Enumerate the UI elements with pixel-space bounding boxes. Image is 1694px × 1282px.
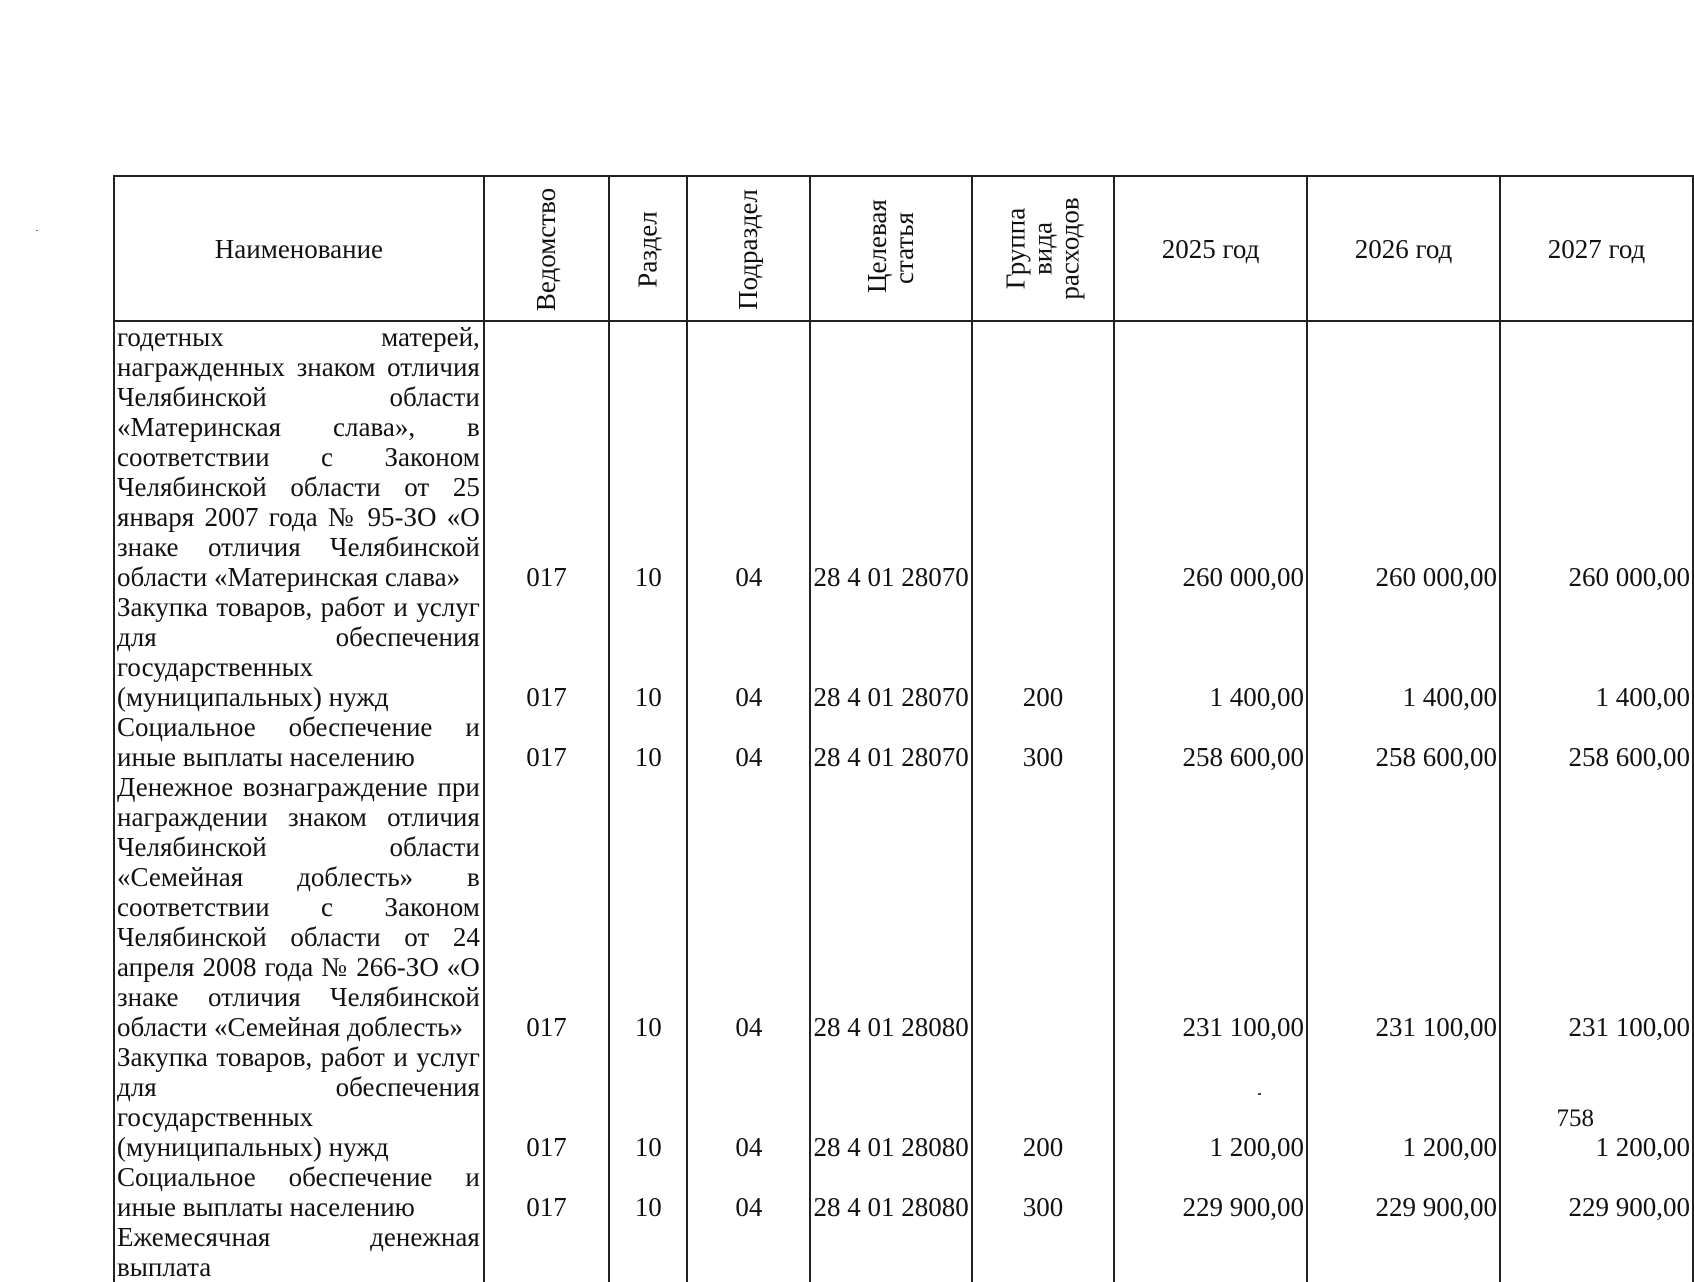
row-group [972, 321, 1114, 592]
row-podrazdel: 04 [687, 321, 810, 592]
row-podrazdel: 04 [687, 1162, 810, 1222]
header-2026: 2026 год [1307, 176, 1500, 321]
row-name: Социальное обеспечение и иные выплаты населению [114, 1162, 484, 1222]
table-row [114, 772, 1693, 1042]
row-2026: 1 400,00 [1307, 592, 1500, 712]
row-podrazdel: 04 [687, 772, 810, 1042]
row-2025: 1 200,00 [1114, 1042, 1307, 1162]
row-group: 200 [972, 1042, 1114, 1162]
row-2026: 260 000,00 [1307, 321, 1500, 592]
header-podrazdel-label: Подраздел [733, 188, 764, 310]
row-razdel: 10 [609, 592, 687, 712]
header-2027: 2027 год [1500, 176, 1693, 321]
table-row [114, 712, 1693, 772]
header-razdel [609, 176, 687, 321]
row-vedomstvo: 017 [484, 321, 609, 592]
row-razdel: 10 [609, 321, 687, 592]
header-razdel-label: Раздел [632, 210, 663, 288]
row-name: Социальное обеспечение и иные выплаты населению [114, 712, 484, 772]
row-vedomstvo: 017 [484, 1162, 609, 1222]
row-target: 28 4 01 28070 [810, 712, 972, 772]
header-group [972, 176, 1114, 321]
header-podrazdel [687, 176, 810, 321]
row-razdel: 10 [609, 772, 687, 1042]
row-group: 200 [972, 592, 1114, 712]
row-name: Ежемесячная денежная выплата [114, 1222, 484, 1282]
row-target: 28 4 01 28080 [810, 1042, 972, 1162]
row-vedomstvo: 017 [484, 1042, 609, 1162]
row-2025: 229 900,00 [1114, 1162, 1307, 1222]
row-vedomstvo [484, 1222, 609, 1282]
row-name: Закупка товаров, работ и услуг для обеспечения государственных (муниципальных) нужд [114, 592, 484, 712]
header-name: Наименование [114, 176, 484, 321]
header-vedomstvo-label: Ведомство [530, 187, 561, 311]
row-vedomstvo: 017 [484, 772, 609, 1042]
table-row [114, 592, 1693, 712]
row-2025: 231 100,00 [1114, 772, 1307, 1042]
page-number: 758 [1556, 1105, 1594, 1132]
header-2025: 2025 год [1114, 176, 1307, 321]
row-2027: 260 000,00 [1500, 321, 1693, 592]
budget-table [113, 175, 1694, 1282]
row-2026: 229 900,00 [1307, 1162, 1500, 1222]
row-2025: 258 600,00 [1114, 712, 1307, 772]
row-vedomstvo: 017 [484, 712, 609, 772]
row-2026: 231 100,00 [1307, 772, 1500, 1042]
row-2026: 258 600,00 [1307, 712, 1500, 772]
row-target: 28 4 01 28070 [810, 321, 972, 592]
row-name: Закупка товаров, работ и услуг для обеспечения государственных (муниципальных) нужд [114, 1042, 484, 1162]
row-razdel: 10 [609, 712, 687, 772]
row-group [972, 1222, 1114, 1282]
row-podrazdel [687, 1222, 810, 1282]
row-group [972, 772, 1114, 1042]
row-podrazdel: 04 [687, 712, 810, 772]
row-target: 28 4 01 28080 [810, 1162, 972, 1222]
row-2025: 260 000,00 [1114, 321, 1307, 592]
row-2027: 258 600,00 [1500, 712, 1693, 772]
row-podrazdel: 04 [687, 592, 810, 712]
table-row [114, 321, 1693, 592]
row-target: 28 4 01 28080 [810, 772, 972, 1042]
row-2027 [1500, 1222, 1693, 1282]
row-razdel: 10 [609, 1042, 687, 1162]
header-group-label: Группа вида расходов [1000, 196, 1085, 300]
row-name: Денежное вознаграждение при награждении знаком отличия Челябинской области «Семейная доблесть» в соответствии с Законом Челябинской области от 24 апреля 2008 года № 266-ЗО «О знаке отличия Челябинской области «Семейная доблесть» [114, 772, 484, 1042]
header-target [810, 176, 972, 321]
row-2026 [1307, 1222, 1500, 1282]
row-2027: 1 400,00 [1500, 592, 1693, 712]
row-target [810, 1222, 972, 1282]
header-target-label: Целевая статья [862, 199, 920, 293]
row-razdel: 10 [609, 1162, 687, 1222]
table-row [114, 1162, 1693, 1222]
row-vedomstvo: 017 [484, 592, 609, 712]
scan-speck [36, 230, 38, 231]
header-row [114, 176, 1693, 321]
scan-dot [1258, 1093, 1261, 1095]
row-group: 300 [972, 1162, 1114, 1222]
row-podrazdel: 04 [687, 1042, 810, 1162]
table-row [114, 1042, 1693, 1162]
header-vedomstvo [484, 176, 609, 321]
row-2027: 1 200,00 [1500, 1042, 1693, 1162]
row-2027: 231 100,00 [1500, 772, 1693, 1042]
table-row [114, 1222, 1693, 1282]
row-2025: 1 400,00 [1114, 592, 1307, 712]
row-2026: 1 200,00 [1307, 1042, 1500, 1162]
row-name: годетных матерей, награжденных знаком отличия Челябинской области «Материнская слава», в соответствии с Законом Челябинской области от 25 января 2007 года № 95-ЗО «О знаке отличия Челябинской области «Материнская слава» [114, 321, 484, 592]
row-razdel [609, 1222, 687, 1282]
row-2027: 229 900,00 [1500, 1162, 1693, 1222]
row-2025 [1114, 1222, 1307, 1282]
row-target: 28 4 01 28070 [810, 592, 972, 712]
row-group: 300 [972, 712, 1114, 772]
